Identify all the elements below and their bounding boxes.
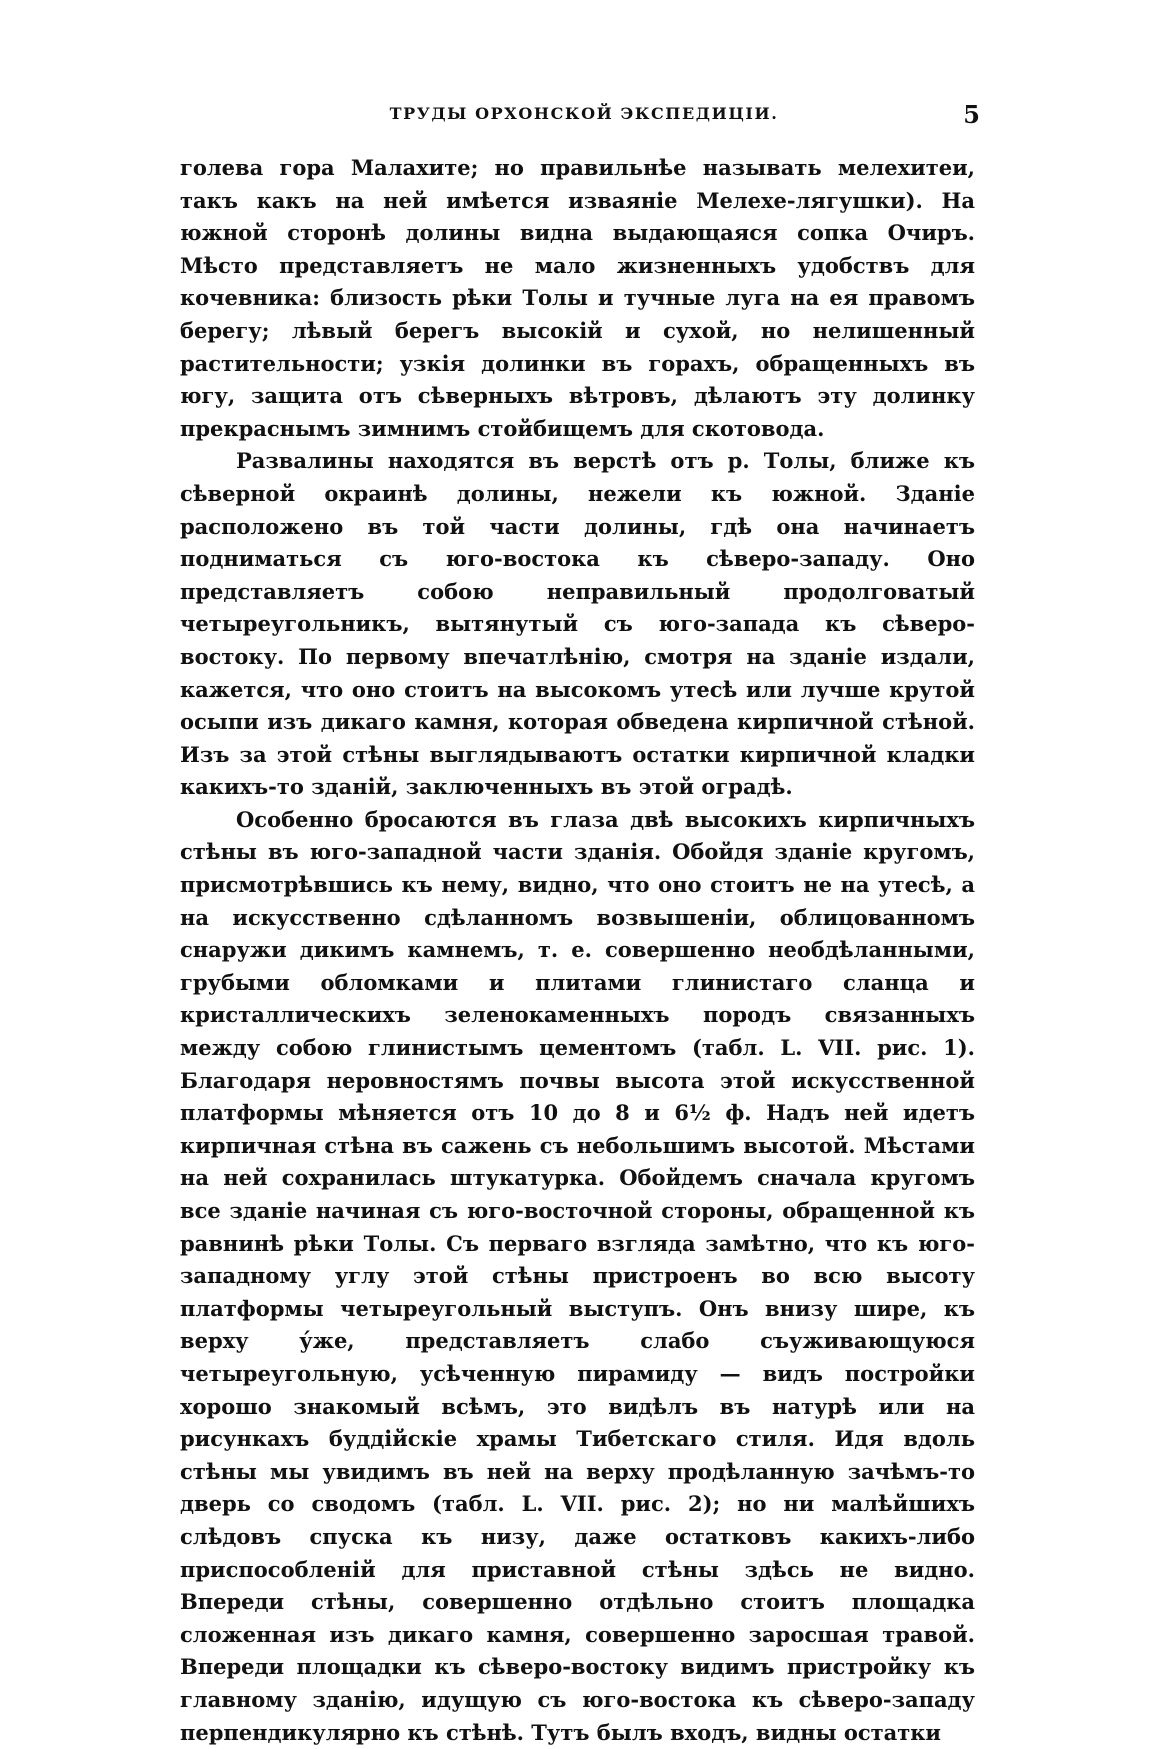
running-head	[180, 100, 988, 136]
running-title: ТРУДЫ ОРХОНСКОЙ ЭКСПЕДИЦІИ.	[389, 104, 779, 123]
paragraph-2: Развалины находятся въ верстѣ отъ р. Толы, ближе къ сѣверной окраинѣ долины, нежели къ южной. Зданіе расположено въ той части долины, гдѣ она начинаетъ подниматься съ юго-востока къ сѣверо-западу. Оно представляетъ собою неправильный продолговатый четыреугольникъ, вытянутый съ юго-запада къ сѣверо-востоку. По первому впечатлѣнію, смотря на зданіе издали, кажется, что оно стоитъ на высокомъ утесѣ или лучше крутой осыпи изъ дикаго камня, которая обведена кирпичной стѣной. Изъ за этой стѣны выглядываютъ остатки кирпичной кладки какихъ-то зданій, заключенныхъ въ этой оградѣ.	[180, 448, 975, 800]
body-text	[180, 152, 975, 1749]
page-number: 5	[963, 100, 980, 129]
paragraph-1: голева гора Малахите; но правильнѣе называть мелехитеи, такъ какъ на ней имѣется изваяніе Мелехе-лягушки). На южной сторонѣ долины видна выдающаяся сопка Очиръ. Мѣсто представляетъ не мало жизненныхъ удобствъ для кочевника: близость рѣки Толы и тучные луга на ея правомъ берегу; лѣвый берегъ высокій и сухой, но нелишенный растительности; узкія долинки въ горахъ, обращенныхъ въ югу, защита отъ сѣверныхъ вѣтровъ, дѣлаютъ эту долинку прекраснымъ зимнимъ стойбищемъ для скотовода.	[180, 155, 975, 441]
paragraph-3: Особенно бросаются въ глаза двѣ высокихъ кирпичныхъ стѣны въ юго-западной части зданія. Обойдя зданіе кругомъ, присмотрѣвшись къ нему, видно, что оно стоитъ не на утесѣ, а на искусственно сдѣланномъ возвышеніи, облицованномъ снаружи дикимъ камнемъ, т. е. совершенно необдѣланными, грубыми обломками и плитами глинистаго сланца и кристаллическихъ зеленокаменныхъ породъ связанныхъ между собою глинистымъ цементомъ (табл. L. VII. рис. 1). Благодаря неровностямъ почвы высота этой искусственной платформы мѣняется отъ 10 до 8 и 6½ ф. Надъ ней идетъ кирпичная стѣна въ сажень съ небольшимъ высотой. Мѣстами на ней сохранилась штукатурка. Обойдемъ сначала кругомъ все зданіе начиная съ юго-восточной стороны, обращенной къ равнинѣ рѣки Толы. Съ перваго взгляда замѣтно, что къ юго-западному углу этой стѣны пристроенъ во всю высоту платформы четыреугольный выступъ. Онъ внизу шире, къ верху у́же, представляетъ слабо съуживающуюся четыреугольную, усѣченную пирамиду — видъ постройки хорошо знакомый всѣмъ, это видѣлъ въ натурѣ или на рисункахъ буддійскіе храмы Тибетскаго стиля. Идя вдоль стѣны мы увидимъ въ ней на верху продѣланную зачѣмъ-то дверь со сводомъ (табл. L. VII. рис. 2); но ни малѣйшихъ слѣдовъ спуска къ низу, даже остатковъ какихъ-либо приспособленій для приставной стѣны здѣсь не видно. Впереди стѣны, совершенно отдѣльно стоитъ площадка сложенная изъ дикаго камня, совершенно заросшая травой. Впереди площадки къ сѣверо-востоку видимъ пристройку къ главному зданію, идущую съ юго-востока къ сѣверо-западу перпендикулярно къ стѣнѣ. Тутъ былъ входъ, видны остатки	[180, 806, 975, 1745]
